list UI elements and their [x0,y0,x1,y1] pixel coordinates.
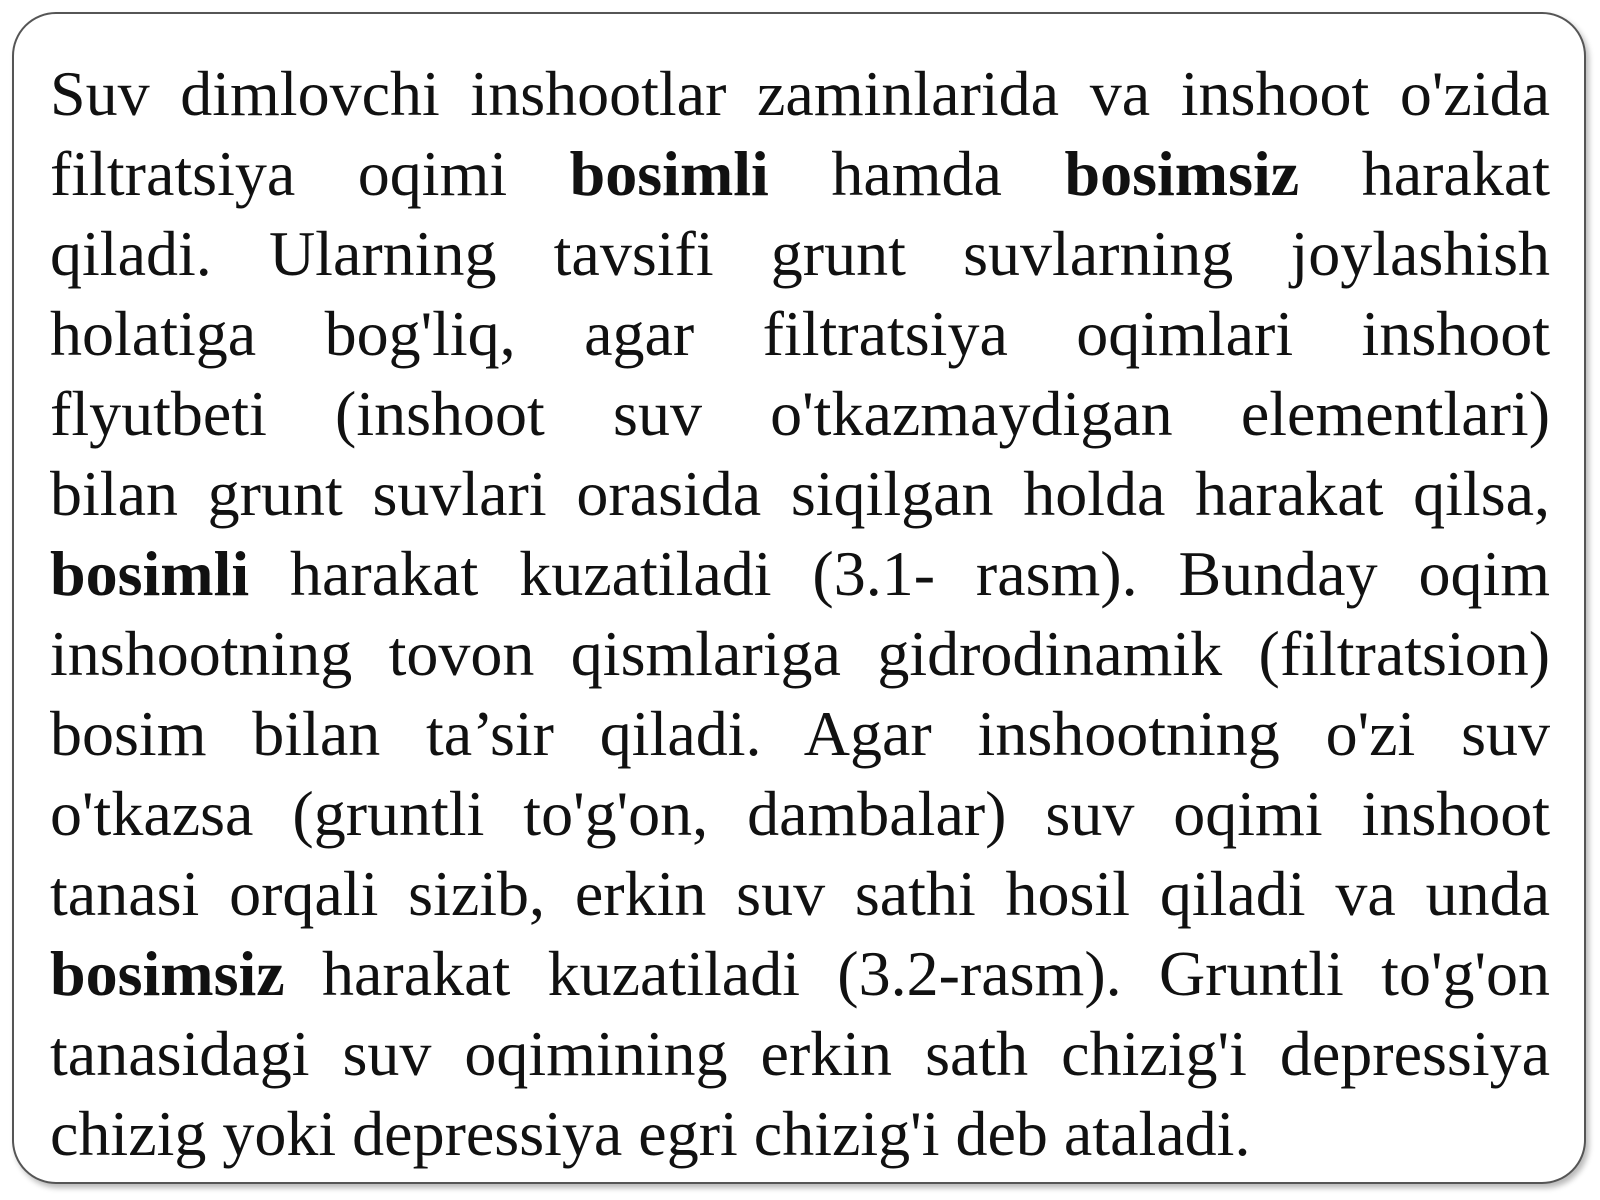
slide-frame [12,12,1586,1184]
text-segment: chizig yoki depressiya egri chizig'i deb ataladi. [50,1098,1251,1169]
text-segment: tanasidagi suv oqimining erkin sath chizig'i depressiya [50,1018,1550,1089]
text-line [50,534,1550,614]
text-line [50,1094,1550,1174]
text-line [50,294,1550,374]
text-segment: bosim bilan ta’sir qiladi. Agar inshootning o'zi suv [50,698,1550,769]
bold-term: bosimli [50,538,250,609]
text-line [50,694,1550,774]
bold-term: bosimli [569,138,769,209]
text-segment: Suv dimlovchi inshootlar zaminlarida va inshoot o'zida [50,58,1550,129]
text-segment: inshootning tovon qismlariga gidrodinamik (filtratsion) [50,618,1550,689]
text-segment: tanasi orqali sizib, erkin suv sathi hosil qiladi va unda [50,858,1550,929]
bold-term: bosimsiz [1064,138,1300,209]
bold-term: bosimsiz [50,938,285,1009]
text-line [50,374,1550,454]
text-line [50,614,1550,694]
text-line [50,854,1550,934]
text-line [50,134,1550,214]
text-segment: harakat kuzatiladi (3.1- rasm). Bunday oqim [249,538,1550,609]
text-line [50,454,1550,534]
text-line [50,934,1550,1014]
paragraph-text [50,54,1550,1174]
text-segment: harakat kuzatiladi (3.2-rasm). Gruntli to'g'on [284,938,1550,1009]
text-line [50,54,1550,134]
text-segment: hamda [768,138,1065,209]
text-segment: holatiga bog'liq, agar filtratsiya oqimlari inshoot [50,298,1550,369]
text-segment: filtratsiya oqimi [50,138,570,209]
text-line [50,774,1550,854]
text-segment: bilan grunt suvlari orasida siqilgan holda harakat qilsa, [50,458,1550,529]
text-segment: harakat [1299,138,1550,209]
text-line [50,1014,1550,1094]
text-segment: o'tkazsa (gruntli to'g'on, dambalar) suv oqimi inshoot [50,778,1550,849]
text-line [50,214,1550,294]
text-segment: flyutbeti (inshoot suv o'tkazmaydigan elementlari) [50,378,1550,449]
text-segment: qiladi. Ularning tavsifi grunt suvlarning joylashish [50,218,1550,289]
